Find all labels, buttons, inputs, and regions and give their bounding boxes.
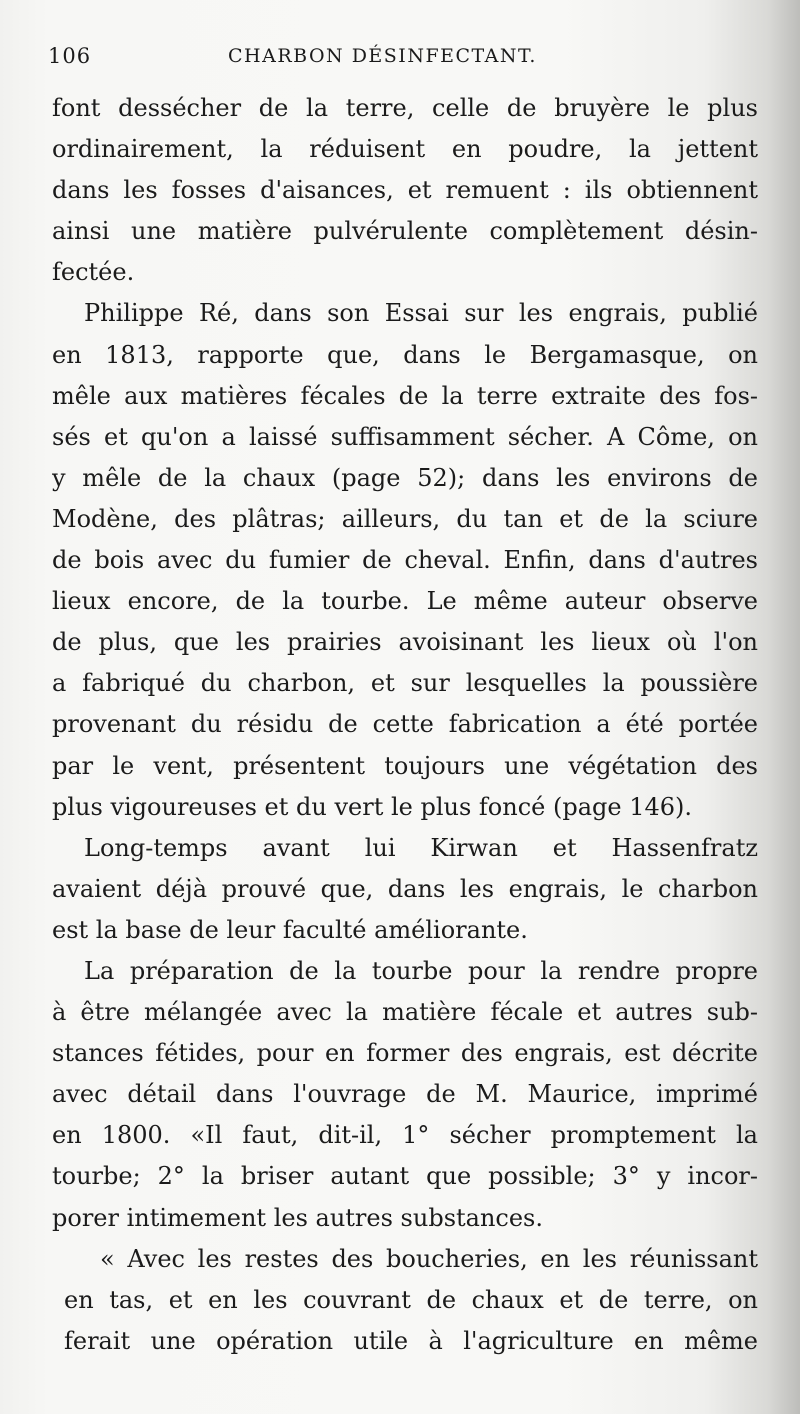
text-line: est la base de leur faculté améliorante. (52, 915, 528, 944)
text-line: porer intimement les autres substances. (52, 1203, 544, 1232)
text-line: avaient déjà prouvé que, dans les engrais, le charbon (52, 874, 758, 903)
text-line: par le vent, présentent toujours une végétation des (52, 751, 758, 780)
running-title: CHARBON DÉSINFECTANT. (228, 45, 537, 67)
text-line: en tas, et en les couvrant de chaux et de terre, on (64, 1285, 758, 1314)
text-line: mêle aux matières fécales de la terre extraite des fos- (52, 381, 758, 410)
text-line: en 1813, rapporte que, dans le Bergamasque, on (52, 340, 758, 369)
text-line: de bois avec du fumier de cheval. Enfin, dans d'autres (52, 546, 758, 575)
paragraph-start-line: La préparation de la tourbe pour la rendre propre (84, 956, 758, 985)
text-line: fectée. (52, 258, 135, 287)
text-line: ainsi une matière pulvérulente complètement désin- (52, 217, 758, 246)
text-line: provenant du résidu de cette fabrication a été portée (52, 710, 758, 739)
paragraph-start-line: « Avec les restes des boucheries, en les réunissant (100, 1244, 758, 1273)
text-line: dans les fosses d'aisances, et remuent : ils obtiennent (52, 176, 758, 205)
text-line: tourbe; 2° la briser autant que possible; 3° y incor- (52, 1162, 758, 1191)
paragraph-start-line: Philippe Ré, dans son Essai sur les engrais, publié (84, 299, 758, 328)
text-line: à être mélangée avec la matière fécale et autres sub- (52, 998, 758, 1027)
text-line: lieux encore, de la tourbe. Le même auteur observe (52, 587, 758, 616)
text-line: ferait une opération utile à l'agriculture en même (64, 1326, 758, 1355)
text-line: stances fétides, pour en former des engrais, est décrite (52, 1039, 758, 1068)
text-line: y mêle de la chaux (page 52); dans les environs de (52, 463, 758, 492)
text-line: ordinairement, la réduisent en poudre, la jettent (52, 135, 758, 164)
text-line: Modène, des plâtras; ailleurs, du tan et de la sciure (52, 504, 758, 533)
paragraph-start-line: Long-temps avant lui Kirwan et Hassenfratz (84, 833, 758, 862)
page-number: 106 (48, 44, 92, 68)
text-line: plus vigoureuses et du vert le plus foncé (page 146). (52, 792, 693, 821)
text-line: sés et qu'on a laissé suffisamment sécher. A Côme, on (52, 422, 758, 451)
text-line: de plus, que les prairies avoisinant les lieux où l'on (52, 628, 758, 657)
body-text (52, 88, 758, 1362)
text-line: avec détail dans l'ouvrage de M. Maurice, imprimé (52, 1080, 758, 1109)
running-head (48, 44, 768, 74)
text-line: en 1800. «Il faut, dit-il, 1° sécher promptement la (52, 1121, 758, 1150)
text-line: a fabriqué du charbon, et sur lesquelles la poussière (52, 669, 758, 698)
text-line: font dessécher de la terre, celle de bruyère le plus (52, 94, 758, 122)
